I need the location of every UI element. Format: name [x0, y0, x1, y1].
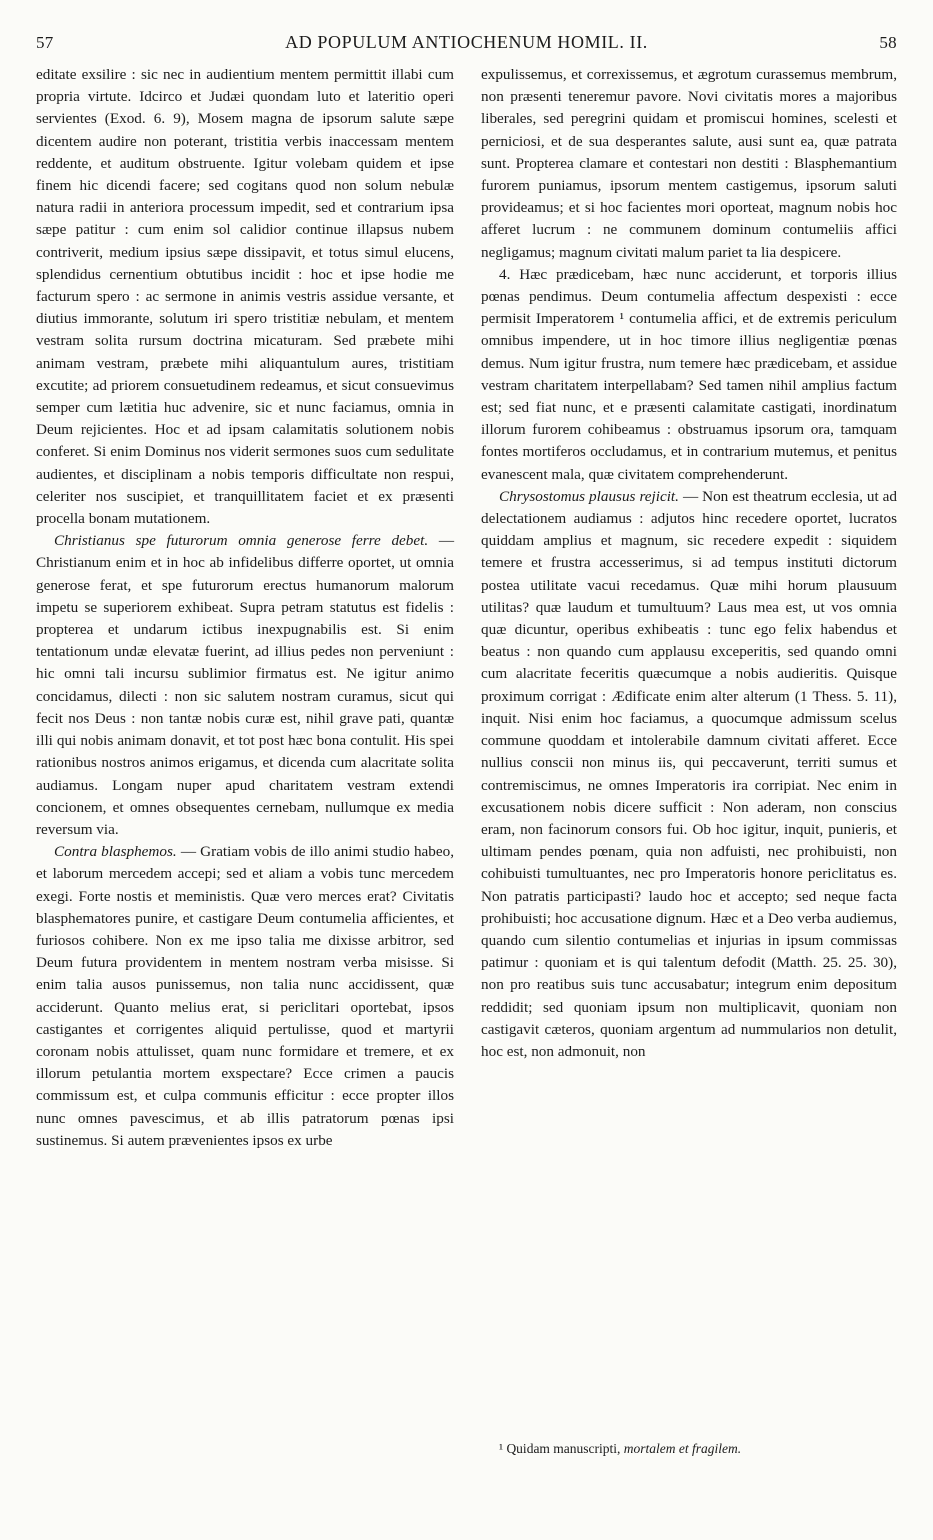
paragraph-text: — Non est theatrum ecclesia, ut ad delectationem audiamus : adjutos hinc recedere oportet, lucratos quiddam amplius et magnum, sic recedere expedit : siquidem temere et frustra accesserimus, si ad tempus instituti dictorum postea utilitate vacui recedamus. Quæ mihi horum plausuum utilitas? quæ laudum et tumultuum? Laus mea est, ut vos omnia quæ dicuntur, operibus exhibeatis : tunc ego felix habendus et beatus : non quando cum applausu exceperitis, sed quando omni cum alacritate feceritis quæcumque a nobis audieritis. Quisque proximum corrigat : Ædificate enim alter alterum (1 Thess. 5. 11), inquit. Nisi enim hoc faciamus, a quocumque admissum scelus commune quoddam et intolerabile damnum civitati afferet. Ecce nullius conscii non minus iis, qui peccaverunt, territi sumus et contremiscimus, ne omnes Imperatoris ira corripiat. Nec enim in excusationem nobis dicere sufficit : Non aderam, non conscius eram, non facinorum consors fui. Ob hoc igitur, inquit, punieris, et ultimam pendes pœnam, quia non adfuisti, nec prohibuisti, non cohibuisti tumultuantes, nec pro Imperatoris honore periclitatus es. Non patratis participasti? laudo hoc et accepto; sed neque facta prohibuisti; hoc accusatione dignum. Hæc et a Deo verba audiemus, quando cum silentio contumelias et injurias in ipsum commissas patimur : quoniam et is qui talentum defodit (Matth. 25. 25. 30), non pro reatibus suis tunc accusabatur; integrum enim depositum reddidit; sed quoniam ipsum non multiplicavit, quoniam non castigavit cæteros, quoniam argentum ad nummularios non detulit, hoc est, non admonuit, non — [481, 487, 897, 1060]
running-head — [36, 32, 897, 56]
marginal-subheading: Contra blasphemos. — [54, 843, 177, 861]
left-text-column — [36, 64, 454, 1152]
running-title: AD POPULUM ANTIOCHENUM HOMIL. II. — [285, 32, 648, 52]
footnote-lead: Quidam manuscripti, — [506, 1441, 621, 1456]
paragraph — [36, 530, 454, 841]
footnote-text: mortalem et fragilem. — [623, 1441, 742, 1456]
marginal-subheading: Chrysostomus plausus rejicit. — [499, 487, 679, 505]
right-page-number: 58 — [879, 33, 897, 52]
left-page-number: 57 — [36, 33, 54, 52]
footnote — [481, 1440, 897, 1458]
paragraph-text: — Gratiam vobis de illo animi studio habeo, et laborum mercedem accepi; sed et aliam a vobis tunc mercedem exegi. Forte nostis et meministis. Quæ vero merces erat? Civitatis blasphematores punire, et castigare Deum contumelia afficientes, et furiosos cohibere. Non ex me ipso talia me dixisse arbitror, sed Deum futura providentem in mentem nostram verba misisse. Si enim talia ausos punissemus, non talia nunc accidissent, quæ acciderunt. Quanto melius erat, si periclitari oportebat, ipsos castigantes et corrigentes aliquid pertulisse, quod et martyrii coronam nobis attulisset, quam nunc formidare et tremere, et ex illorum petulantia mortem exspectare? Ecce crimen a paucis commissum est, et culpa communis efficitur : ecce propter illos nunc omnes pavescimus, et ab illis patratorum pœnas ipsi sustinemus. Si autem prævenientes ipsos ex urbe — [36, 843, 455, 1149]
paragraph: 4. Hæc prædicebam, hæc nunc acciderunt, et torporis illius pœnas pendimus. Deum contumelia affectum despexisti : ecce permisit Imperatorem ¹ contumelia affici, et de extremis periculum omnibus impendere, ut in hoc timore illius negligentiæ pœnas demus. Num igitur frustra, num temere hæc prædicebam, et assidue vestram charitatem interpellabam? Sed tamen nihil amplius factum est; sed fiat nunc, et e præsenti calamitate castigati, inordinatum illorum furorem cohibeamus : obstruamus ipsorum ora, tamquam fontes mortiferos occludamus, et in contrarium mutemus, et penitus evanescent mala, quæ civitatem comprehenderunt. — [481, 265, 897, 483]
paragraph: expulissemus, et correxissemus, et ægrotum curassemus membrum, non præsenti teneremur pavore. Novi civitatis mores a majoribus liberales, sed peregrini quidam et promiscui homines, scelesti et perniciosi, et de sua desperantes salute, ausi sunt ea, quæ patrata sunt. Propterea clamare et contestari non destiti : Blasphemantium furorem puniamus, ipsorum mentem castigemus, ipsorum saluti provideamus; et si hoc facientes mori oporteat, magnum nobis hoc afferet lucrum : ne communem dominum contumeliis affici negligamus; magnum civitati malum pariet ta lia despicere. — [481, 66, 897, 261]
paragraph-text: — Christianum enim et in hoc ab infidelibus differre oportet, ut omnia generose ferat, et spe futurorum erectus humanorum malorum impetu se superiorem exhibeat. Supra petram statutus est fidelis : propterea et undarum ictibus inexpugnabilis est. Si enim tentationum undæ elevatæ fuerint, ad illius pedes non perveniunt : hic omni tali incursu sublimior firmatus est. Ne igitur animo concidamus, dilecti : non sic salutem nostram curamus, sicut qui fecit nos Deus : non tantæ nobis curæ est, nihil grave pati, quantæ illi qui nobis animam donavit, et tot post hæc bona contulit. His spei rationibus nostros animos erigamus, et dicenda cum alacritate solita audiamus. Longam nuper apud charitatem vestram extendi concionem, et omnes obsequentes cernebam, nullumque ex media reversum via. — [36, 532, 454, 838]
paragraph: editate exsilire : sic nec in audientium mentem permittit illabi cum propria virtute. Idcirco et Judæi quondam luto et lateritio operi servientes (Exod. 6. 9), Mosem magna de ipsorum salute sæpe dicentem audire non poterant, tristitia verbis inaccessam mentem reddente, et auditum obstruente. Igitur volebam quidem et ipse finem hic dicendi facere; sed cogitans quod non solum nebulæ natura radii in anteriora processum impedit, sed et contrarium ipsa sæpe patitur : cum enim sol calidior continue illapsus nubem contriverit, medium ipsius sæpe dissipavit, et totus simul elucens, splendidus cernentium obtutibus incidit : hoc et ipse hodie me facturum spero : ac sermone in animis vestris assidue versante, et diutius immorante, solutum iri spero tristitiæ nebulam, et mentem vestram solita rursum doctrina micaturam. Sed præbete mihi animam vestram, præbete mihi aliquantulum aures, tristitiam excutite; ad priorem consuetudinem redeamus, et sicut consuevimus semper cum lætitia huc advenire, sic et nunc faciamus, omnia in Deum rejicientes. Hoc et ad ipsam calamitatis solutionem nobis conferet. Si enim Dominus nos viderit sermones suos cum sedulitate audientes, et disciplinam a nobis temporis difficultate non respui, celeriter nos suscipiet, et tranquillitatem faciet et ex præsenti procella bonam mutationem. — [36, 66, 454, 528]
paragraph — [36, 841, 454, 1152]
paragraph — [481, 486, 897, 1063]
footnote-marker: ¹ — [499, 1441, 504, 1456]
right-text-column — [481, 64, 897, 1063]
marginal-subheading: Christianus spe futurorum omnia generose ferre debet. — [54, 532, 429, 550]
